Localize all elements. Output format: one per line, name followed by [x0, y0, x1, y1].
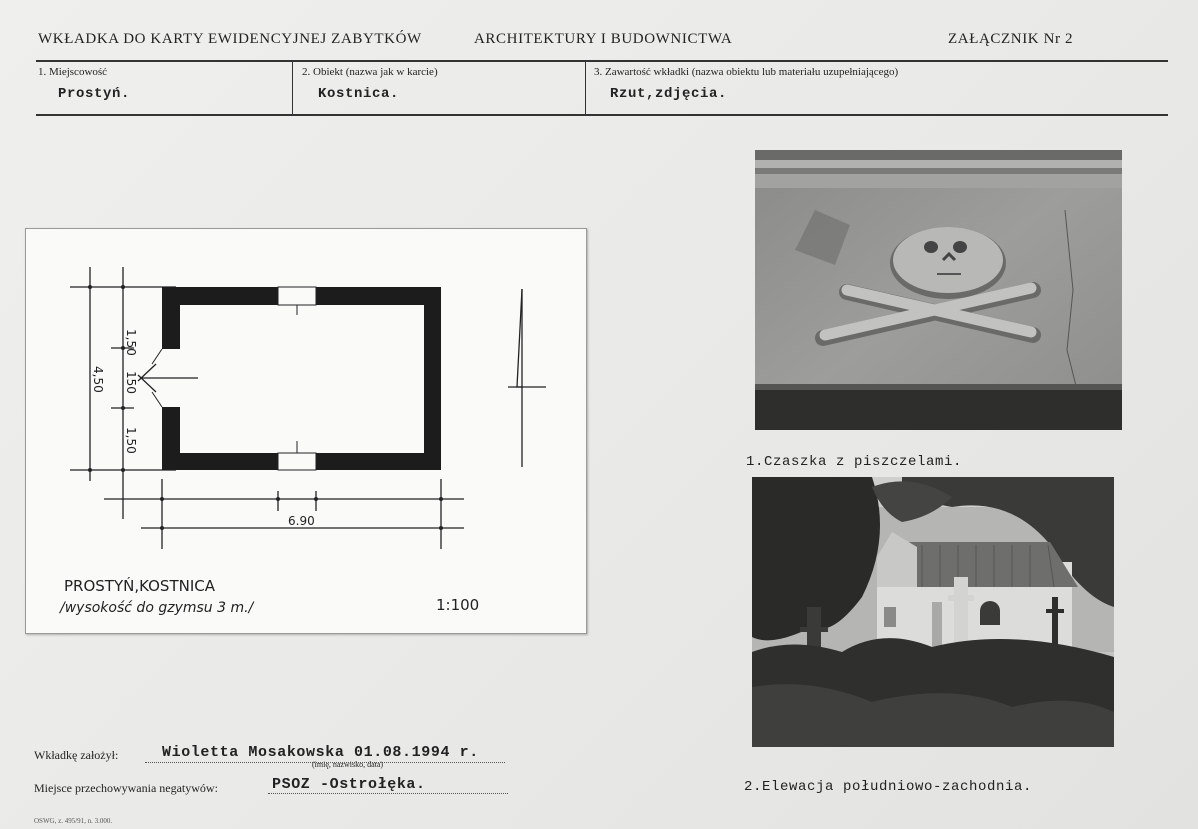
photo-chapel-elevation — [752, 477, 1114, 747]
plan-note: /wysokość do gzymsu 3 m./ — [60, 600, 254, 616]
attachment-number: ZAŁĄCZNIK Nr 2 — [948, 31, 1074, 47]
field-value-contents: Rzut,zdjęcia. — [610, 86, 728, 102]
negatives-dotted-line — [268, 793, 508, 794]
field-divider-2 — [585, 62, 586, 114]
photo-caption-1: 1.Czaszka z piszczelami. — [746, 454, 963, 470]
plan-scale: 1:100 — [436, 596, 480, 614]
field-label-locality: 1. Miejscowość — [38, 66, 108, 78]
fields-bottom-rule — [36, 114, 1168, 116]
print-note: OSWG, z. 495/91, n. 3.000. — [34, 817, 113, 825]
skull-crossbones-icon — [755, 150, 1122, 430]
dim-label-150-bottom: 1,50 — [124, 427, 138, 454]
negatives-label: Miejsce przechowywania negatywów: — [34, 781, 218, 795]
dim-label-150-mid: 150 — [124, 371, 138, 394]
negatives-value: PSOZ -Ostrołęka. — [272, 776, 426, 793]
photo-caption-2: 2.Elewacja południowo-zachodnia. — [744, 779, 1033, 795]
photo-skull-relief — [755, 150, 1122, 430]
dim-label-150-top: 1,50 — [124, 329, 138, 356]
founder-label: Wkładkę założył: — [34, 748, 119, 762]
header-title-mid: ARCHITEKTURY I BUDOWNICTWA — [474, 31, 733, 47]
dim-label-450: 4,50 — [91, 366, 105, 393]
floor-plan-svg — [26, 229, 586, 633]
field-label-contents: 3. Zawartość wkładki (nazwa obiektu lub materiału uzupełniającego) — [594, 66, 899, 78]
header-divider — [36, 60, 1168, 62]
founder-value: Wioletta Mosakowska 01.08.1994 r. — [162, 744, 479, 761]
chapel-cemetery-icon — [752, 477, 1114, 747]
field-label-object: 2. Obiekt (nazwa jak w karcie) — [302, 66, 438, 78]
field-value-object: Kostnica. — [318, 86, 400, 102]
field-value-locality: Prostyń. — [58, 86, 131, 102]
floor-plan-drawing — [25, 228, 587, 634]
header-title-left: WKŁADKA DO KARTY EWIDENCYJNEJ ZABYTKÓW — [38, 31, 422, 47]
field-divider-1 — [292, 62, 293, 114]
dim-label-690: 6.90 — [288, 514, 315, 528]
founder-hint: (imię, nazwisko, data) — [312, 760, 384, 769]
building-walls — [162, 287, 441, 470]
plan-title: PROSTYŃ,KOSTNICA — [64, 577, 215, 595]
